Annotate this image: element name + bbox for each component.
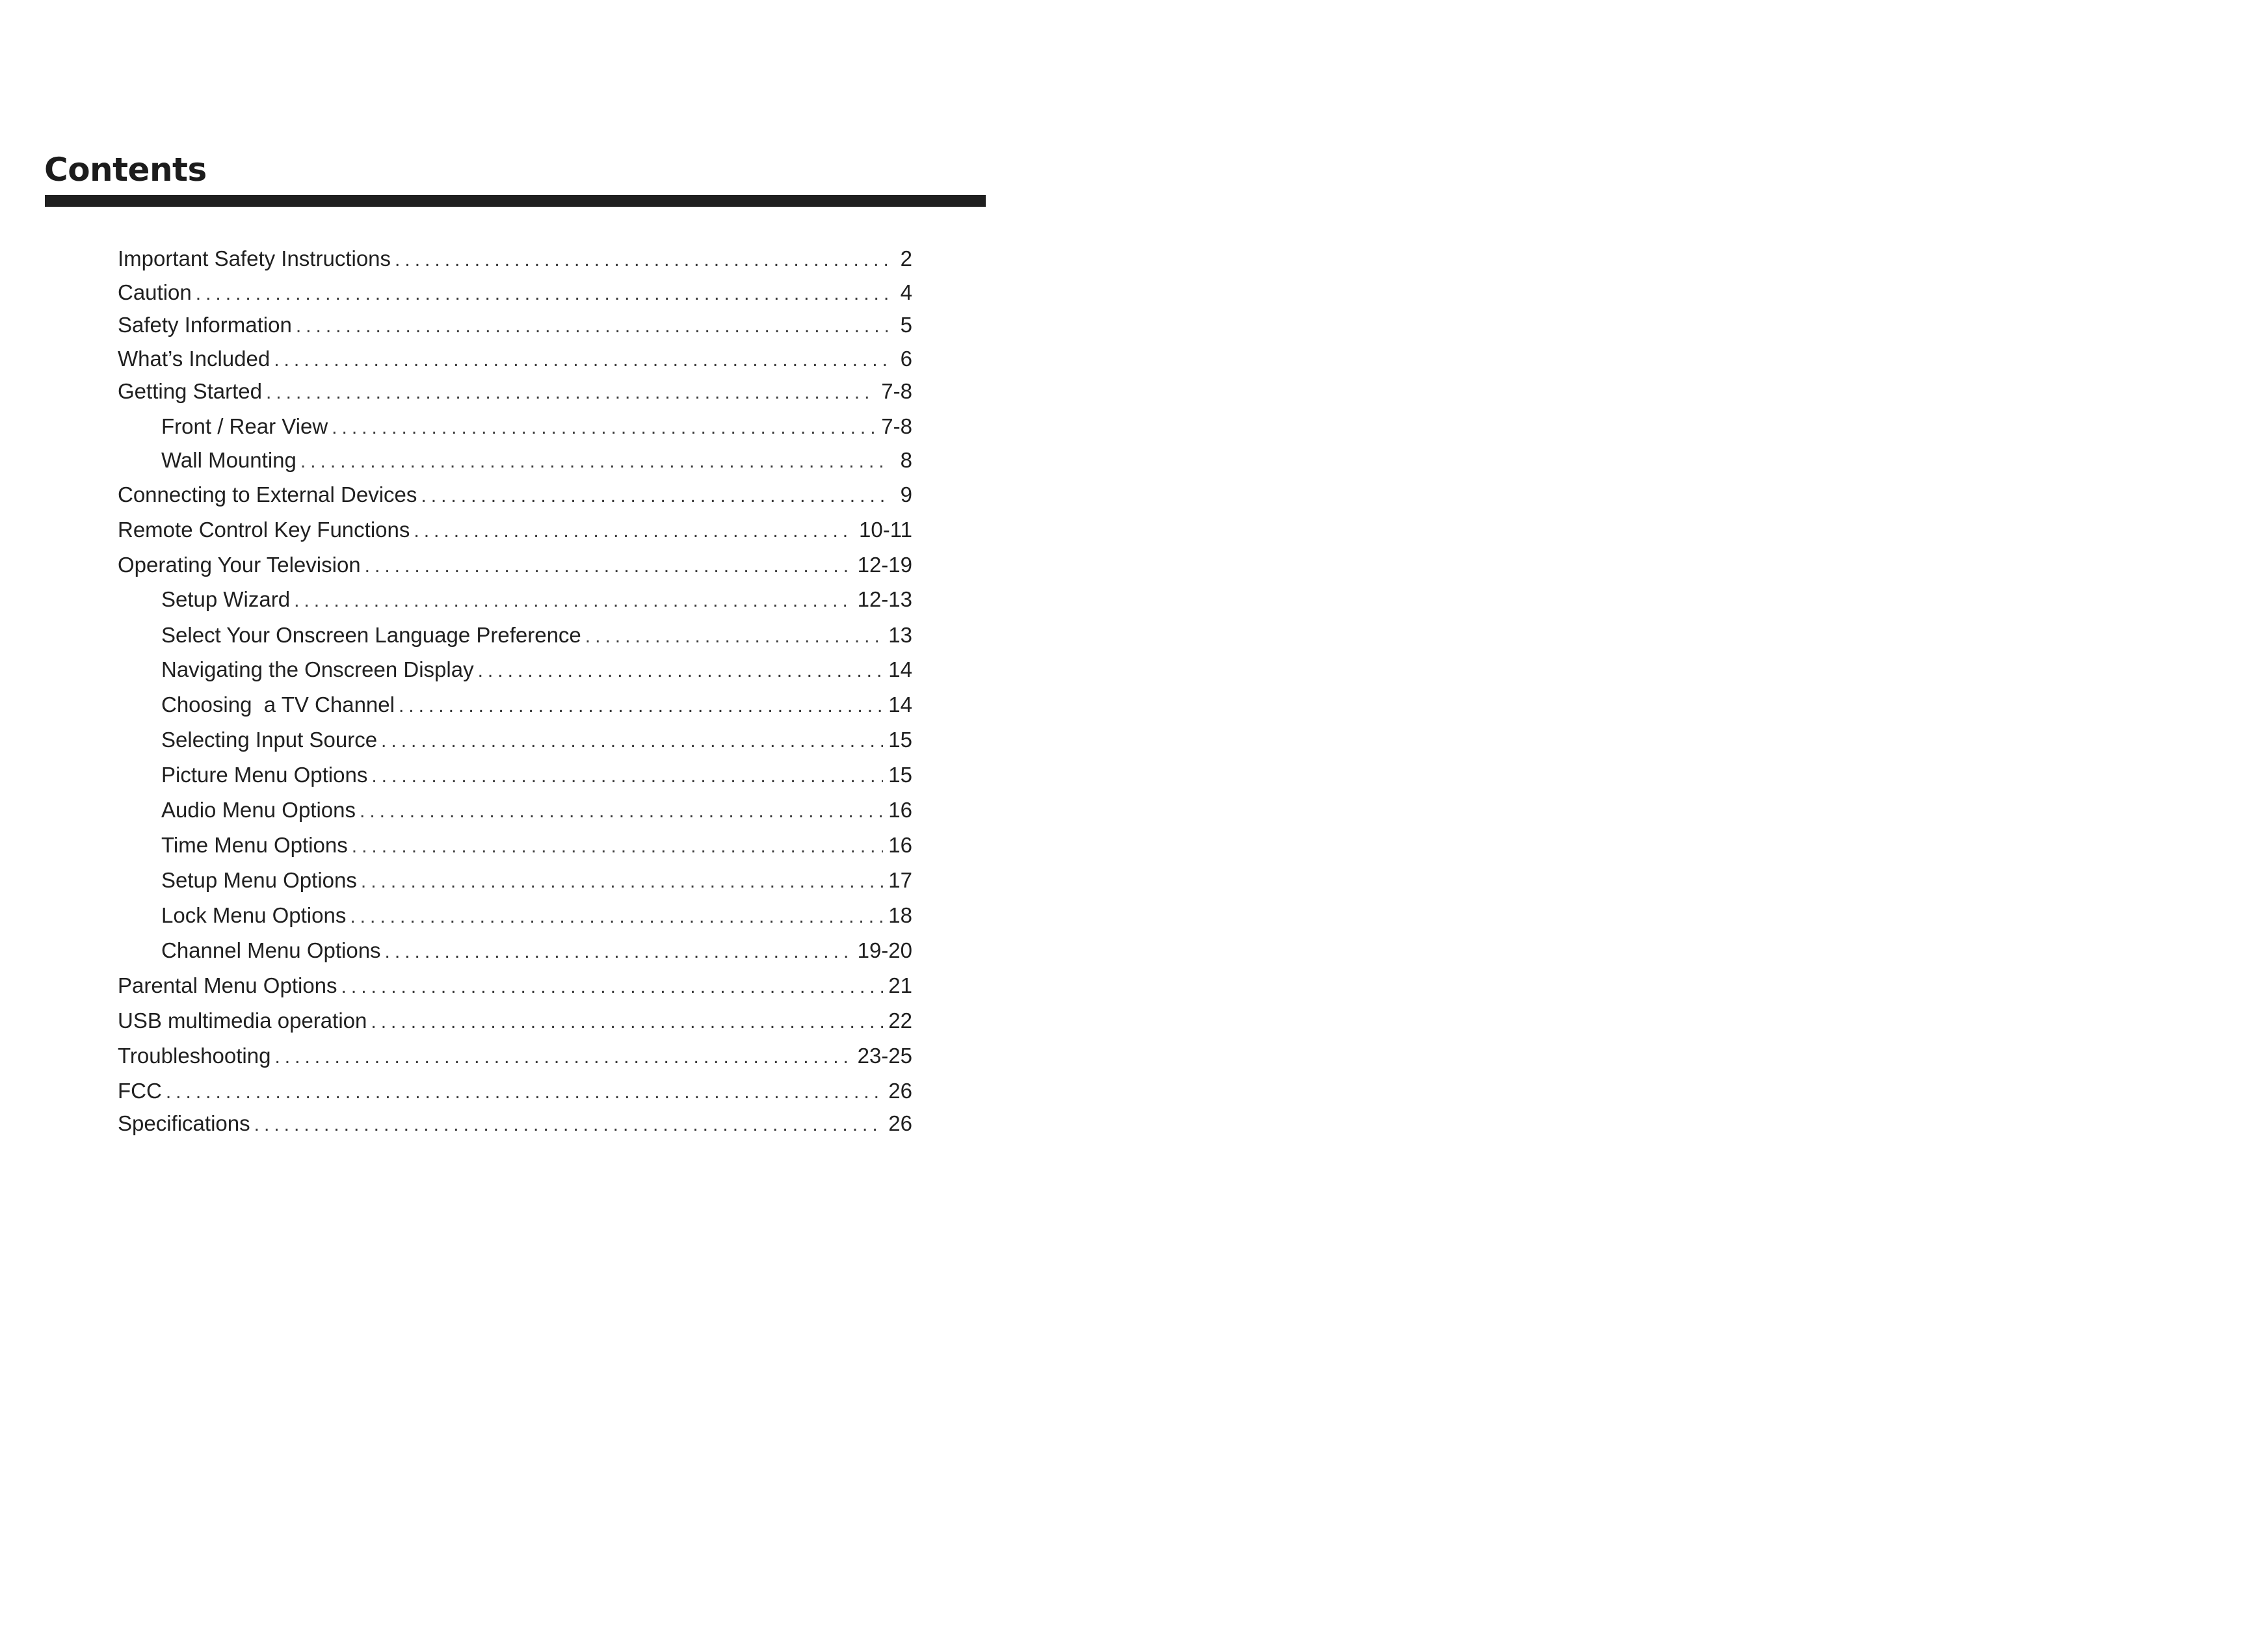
toc-entry-title: Operating Your Television [118,553,361,577]
toc-entry[interactable] [118,375,912,408]
toc-entry[interactable] [118,308,912,342]
toc-entry-page-number: 15 [888,763,912,787]
toc-dot-leader [381,724,883,758]
toc-entry[interactable] [161,899,912,932]
toc-entry-title: Safety Information [118,313,292,337]
toc-entry-title: Front / Rear View [161,414,328,438]
toc-entry[interactable] [118,478,912,512]
toc-entry-title: FCC [118,1079,162,1103]
toc-dot-leader [352,830,884,863]
toc-dot-leader [166,1075,883,1109]
toc-entry-title: Choosing a TV Channel [161,692,395,717]
toc-entry-title: Channel Menu Options [161,938,381,962]
toc-dot-leader [350,900,883,934]
toc-entry-title: Selecting Input Source [161,728,378,752]
toc-entry-page-number: 15 [888,728,912,752]
toc-entry-page-number: 26 [888,1079,912,1103]
toc-entry-page-number: 16 [888,798,912,822]
toc-dot-leader [399,689,883,723]
toc-dot-leader [254,1108,884,1142]
toc-dot-leader [341,970,884,1004]
toc-entry[interactable] [118,1074,912,1108]
toc-entry-title: Navigating the Onscreen Display [161,657,474,681]
toc-dot-leader [274,343,888,377]
toc-dot-leader [421,479,888,513]
toc-entry-page-number: 23-25 [857,1044,912,1068]
toc-entry-title: Audio Menu Options [161,798,356,822]
toc-dot-leader [360,795,883,828]
toc-dot-leader [395,243,888,277]
toc-entry-page-number: 12-13 [857,587,912,611]
toc-entry[interactable] [118,969,912,1003]
toc-entry[interactable] [161,583,912,616]
page-title: Contents [44,151,207,189]
toc-dot-leader [274,1040,852,1074]
toc-entry-page-number: 10-11 [859,518,912,542]
toc-entry-title: Lock Menu Options [161,903,347,927]
toc-entry[interactable] [118,1039,912,1073]
toc-entry[interactable] [118,276,912,310]
toc-dot-leader [585,620,883,653]
toc-entry-page-number: 21 [888,973,912,997]
toc-entry-title: Select Your Onscreen Language Preference [161,623,581,647]
toc-dot-leader [196,277,888,311]
toc-entry-page-number: 9 [900,482,912,507]
toc-entry-page-number: 13 [888,623,912,647]
toc-dot-leader [296,310,888,343]
toc-entry[interactable] [118,1004,912,1038]
toc-entry-page-number: 19-20 [857,938,912,962]
toc-dot-leader [266,376,876,410]
toc-entry[interactable] [161,863,912,897]
toc-dot-leader [371,759,883,793]
toc-entry-page-number: 17 [888,868,912,892]
toc-entry-page-number: 18 [888,903,912,927]
toc-entry-page-number: 5 [900,313,912,337]
toc-entry[interactable] [118,513,912,547]
toc-dot-leader [300,445,888,479]
toc-entry-title: Picture Menu Options [161,763,368,787]
title-divider [45,195,986,207]
toc-entry-title: Important Safety Instructions [118,246,391,270]
toc-entry-title: Wall Mounting [161,448,297,472]
toc-entry-page-number: 7-8 [881,414,912,438]
toc-entry[interactable] [118,548,912,582]
toc-entry[interactable] [118,242,912,276]
toc-entry[interactable] [161,410,912,443]
toc-dot-leader [385,935,852,969]
toc-entry[interactable] [161,758,912,792]
toc-entry[interactable] [118,1107,912,1140]
toc-entry-page-number: 12-19 [857,553,912,577]
toc-dot-leader [332,411,876,445]
toc-entry-page-number: 26 [888,1111,912,1135]
toc-entry-title: Time Menu Options [161,833,348,857]
toc-entry[interactable] [161,688,912,722]
toc-entry-page-number: 16 [888,833,912,857]
toc-entry[interactable] [161,723,912,757]
toc-entry-title: Getting Started [118,379,262,403]
toc-entry-page-number: 4 [900,280,912,304]
toc-entry[interactable] [161,828,912,862]
toc-dot-leader [365,549,852,583]
toc-entry-title: Parental Menu Options [118,973,337,997]
toc-entry[interactable] [161,443,912,477]
toc-entry-page-number: 2 [900,246,912,270]
toc-dot-leader [371,1005,883,1039]
toc-entry-title: USB multimedia operation [118,1008,367,1033]
toc-entry-page-number: 7-8 [881,379,912,403]
toc-entry[interactable] [161,653,912,687]
toc-dot-leader [414,514,854,548]
toc-entry-title: Connecting to External Devices [118,482,417,507]
toc-dot-leader [294,584,852,618]
toc-entry-page-number: 22 [888,1008,912,1033]
toc-entry[interactable] [161,934,912,968]
toc-entry-title: Setup Menu Options [161,868,357,892]
toc-entry-page-number: 14 [888,692,912,717]
toc-entry-title: Caution [118,280,192,304]
toc-entry-title: Troubleshooting [118,1044,271,1068]
toc-entry-page-number: 6 [900,347,912,371]
toc-entry[interactable] [161,793,912,827]
toc-entry[interactable] [161,618,912,652]
toc-dot-leader [361,865,883,899]
toc-entry-title: Setup Wizard [161,587,291,611]
toc-entry-title: Specifications [118,1111,250,1135]
toc-entry-title: Remote Control Key Functions [118,518,410,542]
toc-entry[interactable] [118,342,912,376]
toc-entry-title: What’s Included [118,347,270,371]
toc-entry-page-number: 8 [900,448,912,472]
toc-entry-page-number: 14 [888,657,912,681]
toc-dot-leader [478,654,884,688]
